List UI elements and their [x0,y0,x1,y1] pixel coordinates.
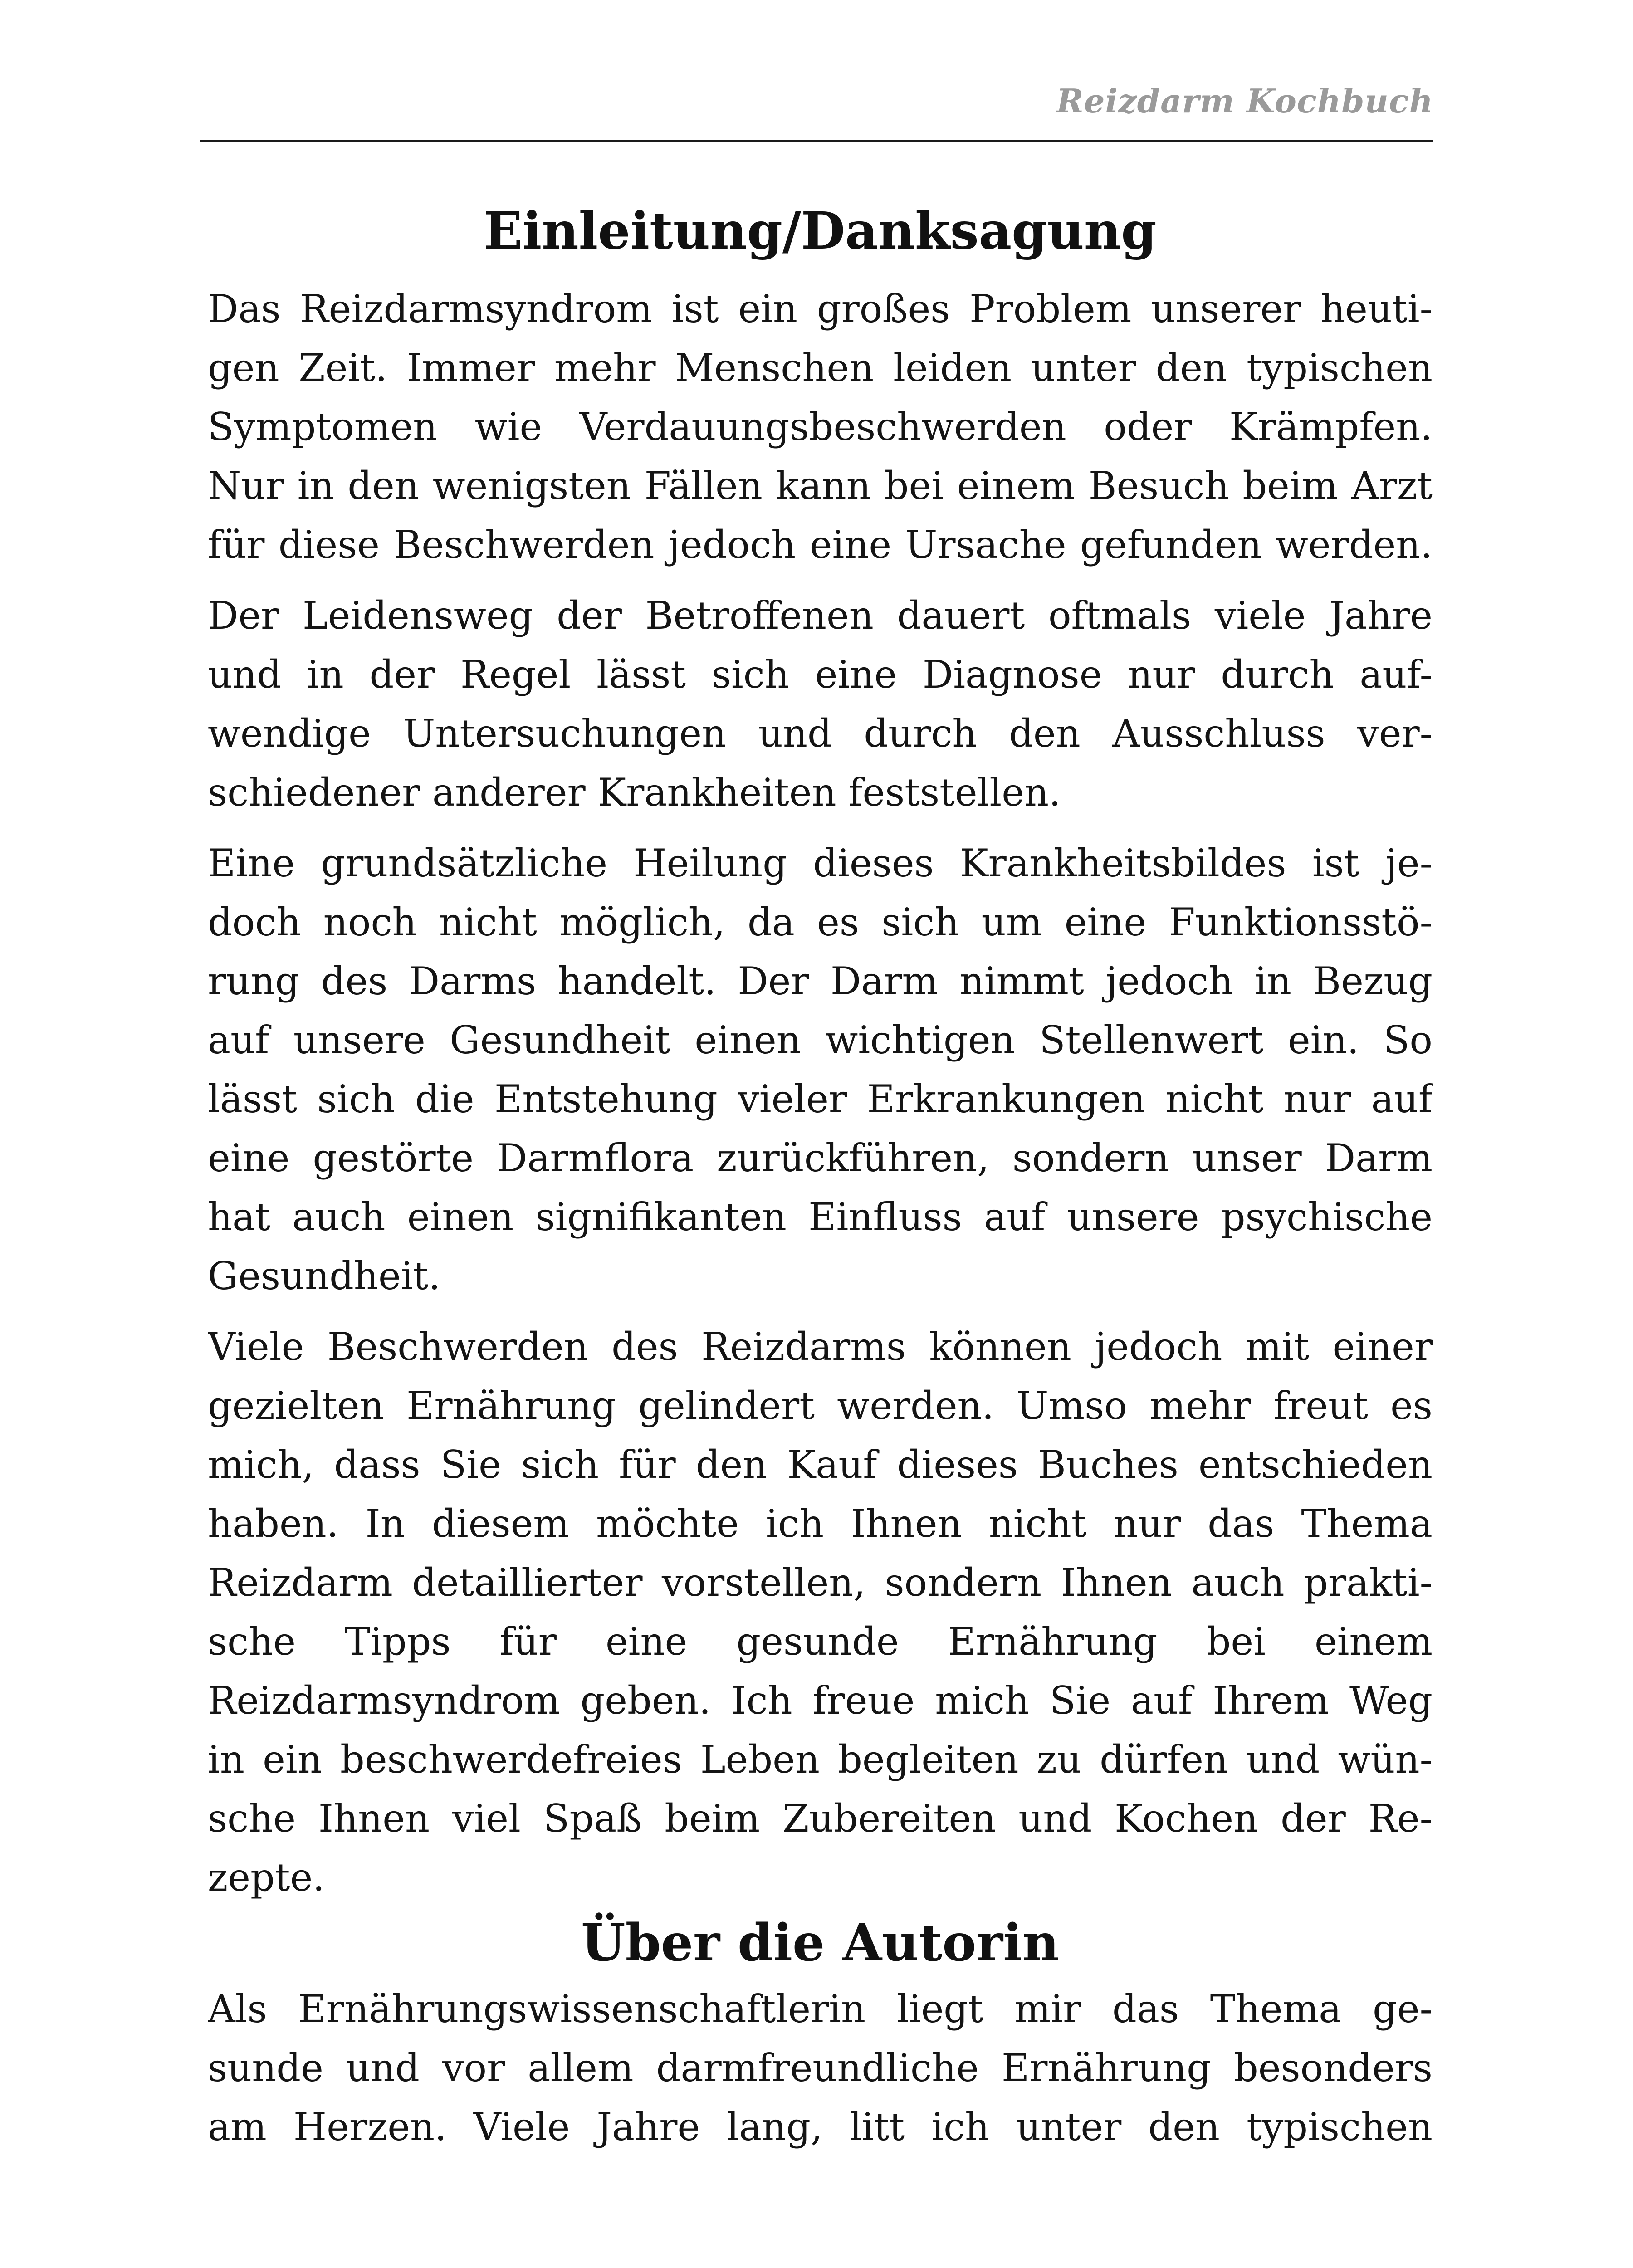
paragraph [208,279,1433,574]
paragraph [208,1317,1433,1907]
text-line: mich, dass Sie sich für den Kauf dieses Buches entschieden [208,1442,1433,1487]
text-line: wendige Untersuchungen und durch den Ausschluss ver- [208,711,1433,756]
text-line: am Herzen. Viele Jahre lang, litt ich unter den typischen [208,2105,1433,2149]
text-line: zepte. [208,1855,325,1900]
text-line: für diese Beschwerden jedoch eine Ursache gefunden werden. [208,523,1433,567]
text-line: rung des Darms handelt. Der Darm nimmt jedoch in Bezug [208,959,1433,1003]
header-divider [200,140,1433,142]
text-line: sunde und vor allem darmfreundliche Ernährung besonders [208,2046,1433,2090]
text-line: und in der Regel lässt sich eine Diagnose nur durch auf- [208,652,1433,697]
text-line: schiedener anderer Krankheiten feststellen. [208,770,1061,815]
text-line: hat auch einen signifikanten Einfluss auf unsere psychische [208,1195,1433,1239]
text-line: doch noch nicht möglich, da es sich um eine Funktionsstö- [208,900,1433,944]
text-line: Reizdarmsyndrom geben. Ich freue mich Sie auf Ihrem Weg [208,1678,1433,1723]
text-line: Viele Beschwerden des Reizdarms können jedoch mit einer [208,1325,1433,1369]
text-line: gen Zeit. Immer mehr Menschen leiden unter den typischen [208,346,1433,390]
page-body [208,195,1433,2156]
text-line: eine gestörte Darmflora zurückführen, sondern unser Darm [208,1136,1433,1180]
text-line: Symptomen wie Verdauungsbeschwerden oder Krämpfen. [208,405,1433,449]
text-line: Als Ernährungswissenschaftlerin liegt mir das Thema ge- [208,1987,1433,2031]
running-header-title: Reizdarm Kochbuch [1056,82,1433,120]
section-heading-einleitung: Einleitung/Danksagung [484,201,1157,261]
text-line: Gesundheit. [208,1254,441,1298]
paragraph [208,586,1433,822]
text-line: gezielten Ernährung gelindert werden. Umso mehr freut es [208,1383,1433,1428]
text-line: Reizdarm detaillierter vorstellen, sondern Ihnen auch prakti- [208,1560,1433,1605]
text-line: in ein beschwerdefreies Leben begleiten zu dürfen und wün- [208,1737,1433,1782]
text-line: sche Tipps für eine gesunde Ernährung bei einem [208,1619,1433,1664]
text-line: Eine grundsätzliche Heilung dieses Krankheitsbildes ist je- [208,841,1433,885]
text-line: Das Reizdarmsyndrom ist ein großes Problem unserer heuti- [208,287,1433,331]
text-line: Der Leidensweg der Betroffenen dauert oftmals viele Jahre [208,593,1433,638]
text-line: haben. In diesem möchte ich Ihnen nicht nur das Thema [208,1501,1433,1546]
paragraph [208,834,1433,1305]
paragraph [208,1980,1433,2156]
text-line: auf unsere Gesundheit einen wichtigen Stellenwert ein. So [208,1018,1433,1062]
text-line: Nur in den wenigsten Fällen kann bei einem Besuch beim Arzt [208,464,1433,508]
text-line: sche Ihnen viel Spaß beim Zubereiten und Kochen der Re- [208,1796,1433,1841]
section-heading-autorin: Über die Autorin [581,1913,1060,1973]
text-line: lässt sich die Entstehung vieler Erkrankungen nicht nur auf [208,1077,1433,1121]
